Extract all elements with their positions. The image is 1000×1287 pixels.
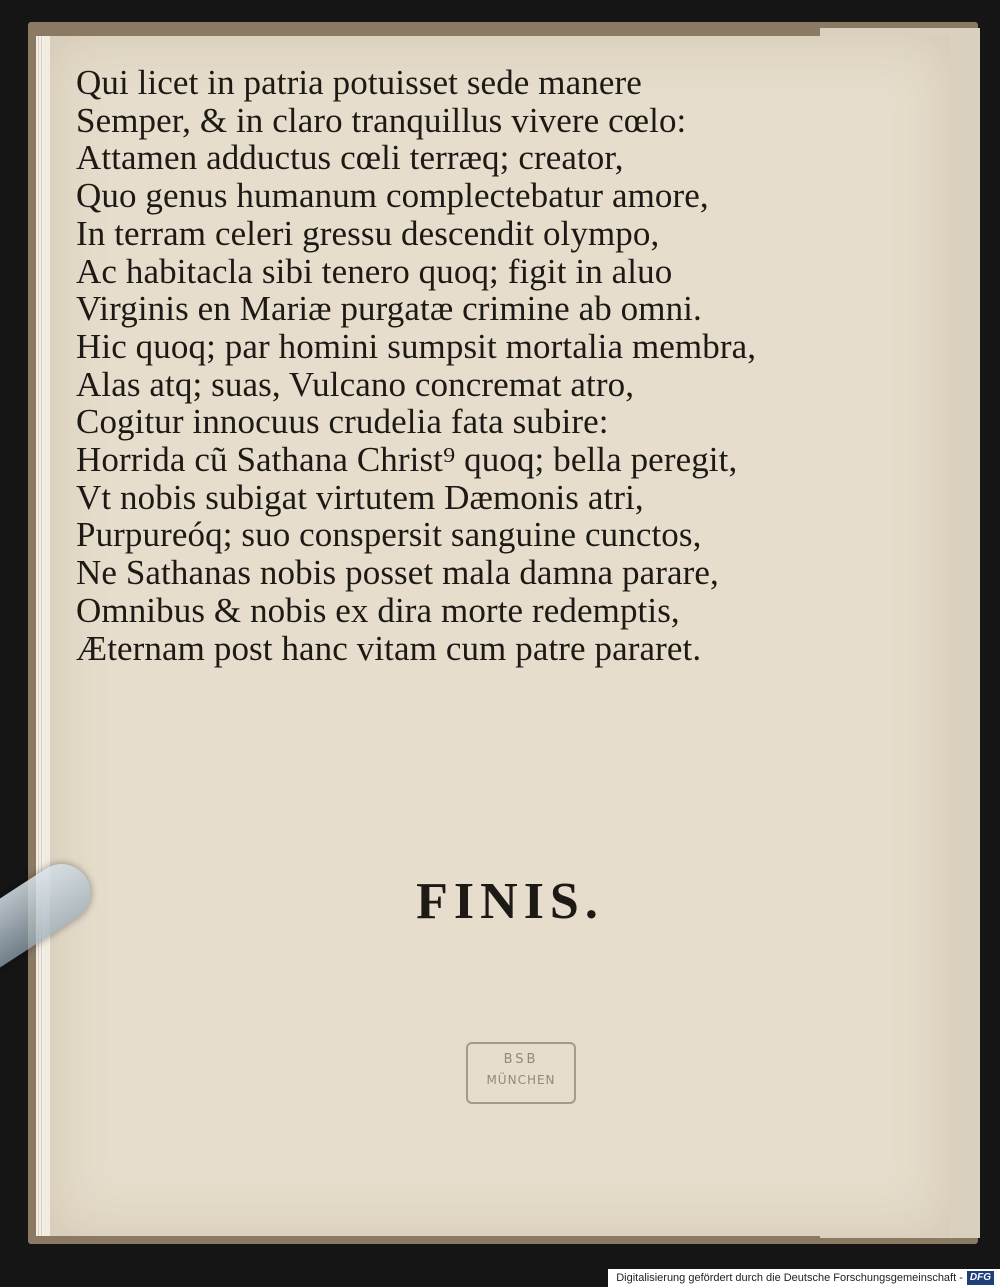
verse-line: Omnibus & nobis ex dira morte redemptis, <box>76 590 680 630</box>
verse-line: Cogitur innocuus crudelia fata subire: <box>76 402 609 442</box>
digitization-credit <box>608 1269 1000 1287</box>
verse-line: Quo genus humanum complectebatur amore, <box>76 176 709 216</box>
credit-text: Digitalisierung gefördert durch die Deutsche Forschungsgemeinschaft - <box>616 1272 963 1284</box>
verse-line: Purpureóq; suo conspersit sanguine cunctos, <box>76 515 702 555</box>
verse-line: Semper, & in claro tranquillus vivere cœlo: <box>76 100 687 140</box>
finis-heading: FINIS. <box>416 873 604 930</box>
verse-line: Vt nobis subigat virtutem Dæmonis atri, <box>76 477 644 517</box>
verse-line: In terram celeri gressu descendit olympo, <box>76 213 660 253</box>
verse-text <box>76 64 936 667</box>
verse-line: Virginis en Mariæ purgatæ crimine ab omni. <box>76 289 702 329</box>
verse-line: Ne Sathanas nobis posset mala damna parare, <box>76 553 719 593</box>
stamp-line-2: MÜNCHEN <box>486 1073 556 1087</box>
verse-line: Hic quoq; par homini sumpsit mortalia membra, <box>76 326 757 366</box>
verse-line: Horrida cũ Sathana Christ⁹ quoq; bella peregit, <box>76 440 738 480</box>
dfg-logo: DFG <box>967 1271 994 1285</box>
verse-line: Attamen adductus cœli terræq; creator, <box>76 138 624 178</box>
verse-line: Qui licet in patria potuisset sede manere <box>76 63 642 102</box>
verse-line: Æternam post hanc vitam cum patre pararet. <box>76 628 702 668</box>
verse-line: Alas atq; suas, Vulcano concremat atro, <box>76 364 635 404</box>
verse-line: Ac habitacla sibi tenero quoq; figit in aluo <box>76 251 673 291</box>
stamp-line-1: BSB <box>503 1052 539 1067</box>
library-stamp <box>466 1042 576 1104</box>
